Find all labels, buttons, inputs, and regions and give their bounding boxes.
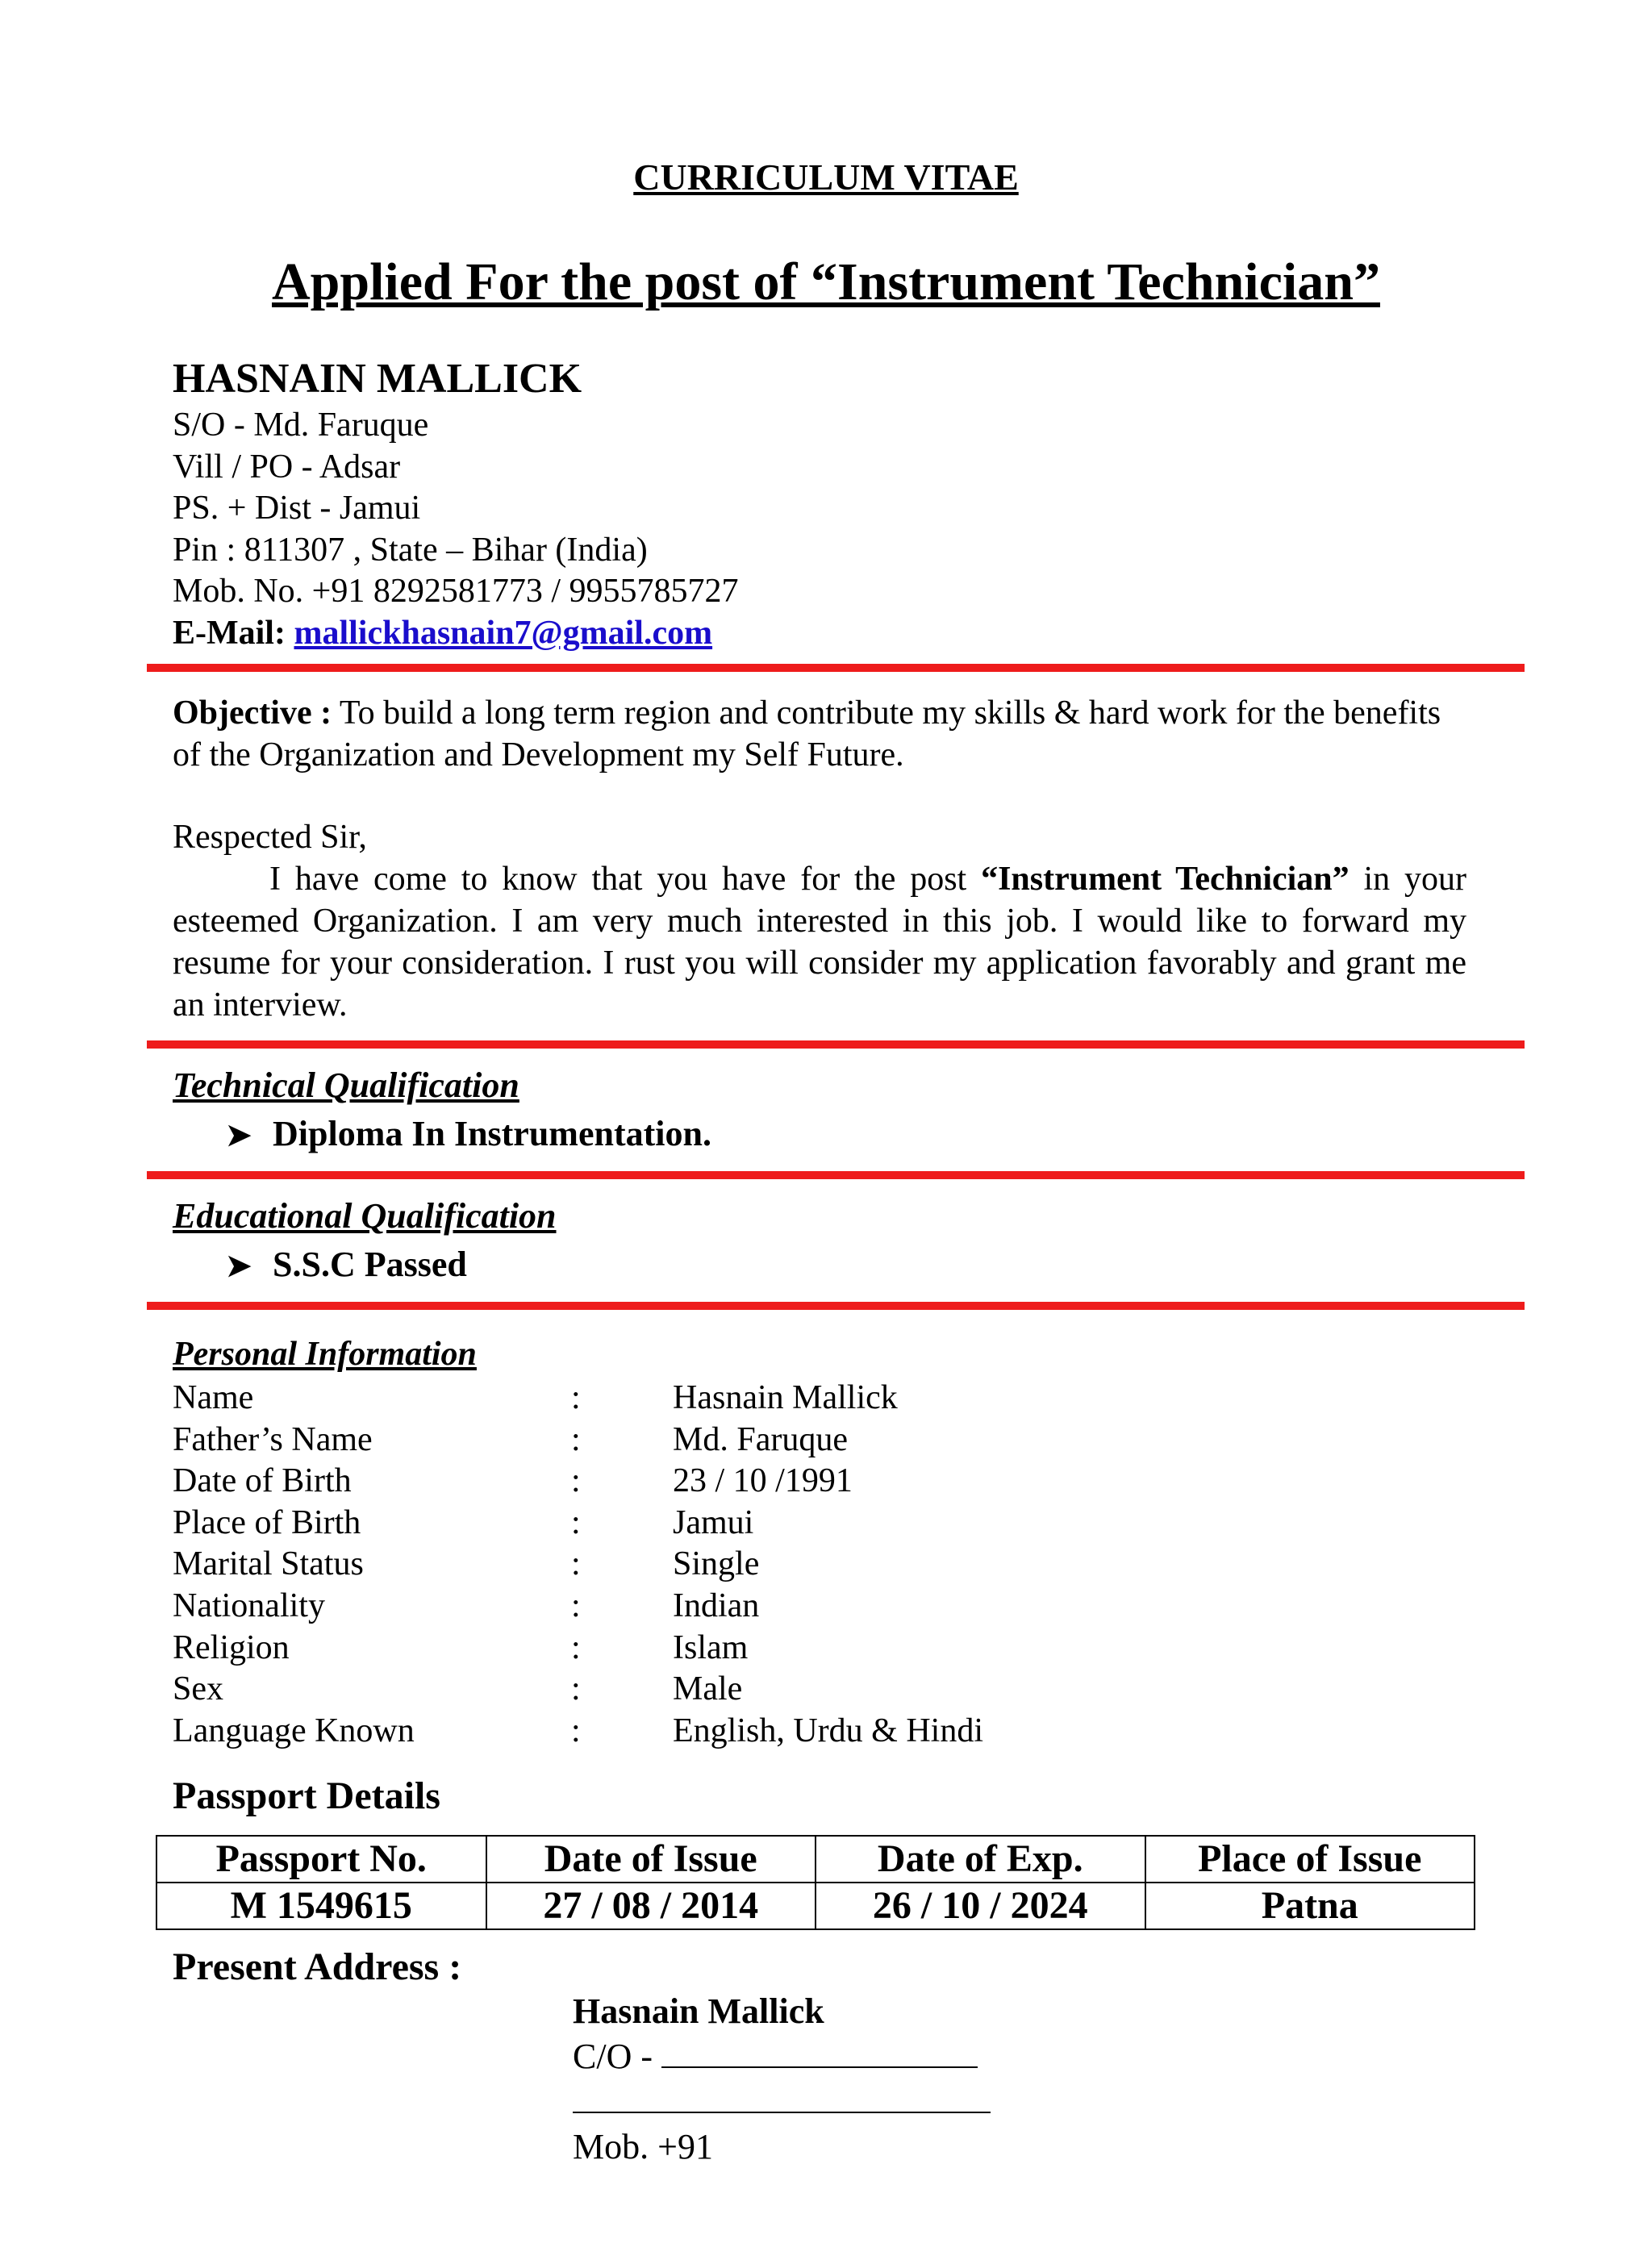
passport-value-cell: 26 / 10 / 2024: [816, 1883, 1145, 1929]
co-label: C/O -: [573, 2037, 653, 2076]
objective-paragraph: [173, 692, 1466, 776]
info-label: Religion: [173, 1628, 290, 1666]
email-link[interactable]: mallickhasnain7@gmail.com: [294, 614, 713, 652]
info-value: Indian: [673, 1587, 760, 1624]
info-label: Place of Birth: [173, 1503, 361, 1541]
present-address-mobile: Mob. +91: [573, 2127, 713, 2166]
objective-label: Objective :: [173, 694, 332, 732]
section-divider: [147, 1302, 1525, 1310]
passport-value-cell: 27 / 08 / 2014: [486, 1883, 816, 1929]
info-label: Sex: [173, 1670, 223, 1708]
info-value: 23 / 10 /1991: [673, 1462, 853, 1500]
info-value: English, Urdu & Hindi: [673, 1712, 983, 1749]
info-label: Father’s Name: [173, 1420, 373, 1458]
arrow-bullet-icon: ➤: [226, 1249, 252, 1283]
passport-header-cell: Date of Exp.: [816, 1836, 1145, 1883]
educational-qualification-heading: Educational Qualification: [173, 1196, 557, 1236]
section-divider: [147, 664, 1525, 672]
applicant-address: [173, 405, 739, 654]
info-label: Language Known: [173, 1712, 415, 1749]
letter-text-after: in your esteemed Organization. I am very much interested in this job. I would like to forward my resume for your consideration. I rust you will consider my application favorably and grant me an interview.: [173, 861, 1466, 1024]
passport-header-cell: Date of Issue: [486, 1836, 816, 1883]
passport-details-heading: Passport Details: [173, 1774, 440, 1817]
present-address-heading: Present Address :: [173, 1945, 462, 1988]
info-label: Name: [173, 1379, 254, 1416]
educational-qualification-text: S.S.C Passed: [273, 1245, 467, 1284]
co-blank-line: [661, 2034, 978, 2068]
email-label: E-Mail:: [173, 614, 286, 652]
technical-qualification-text: Diploma In Instrumentation.: [273, 1114, 711, 1153]
info-separator: :: [571, 1379, 581, 1416]
info-separator: :: [571, 1587, 581, 1624]
passport-table: [156, 1835, 1475, 1930]
passport-value-cell: M 1549615: [156, 1883, 486, 1929]
info-label: Marital Status: [173, 1545, 364, 1583]
passport-header-cell: Place of Issue: [1145, 1836, 1475, 1883]
info-value: Islam: [673, 1628, 749, 1666]
section-divider: [147, 1040, 1525, 1049]
letter-salutation: Respected Sir,: [173, 819, 367, 856]
info-separator: :: [571, 1628, 581, 1666]
info-label: Nationality: [173, 1587, 325, 1624]
present-address-name: Hasnain Mallick: [573, 1991, 824, 2031]
info-value: Hasnain Mallick: [673, 1379, 898, 1416]
info-value: Single: [673, 1545, 760, 1583]
address-line-village: Vill / PO - Adsar: [173, 448, 401, 486]
present-address-block: [573, 1989, 991, 2170]
arrow-bullet-icon: ➤: [226, 1119, 252, 1153]
info-separator: :: [571, 1503, 581, 1541]
personal-information-heading: Personal Information: [173, 1336, 477, 1373]
educational-qualification-item: [226, 1242, 467, 1289]
info-value: Jamui: [673, 1503, 754, 1541]
letter-post-bold: “Instrument Technician”: [981, 861, 1350, 898]
address-line-parent: S/O - Md. Faruque: [173, 407, 429, 444]
technical-qualification-item: [226, 1111, 711, 1158]
info-value: Md. Faruque: [673, 1420, 848, 1458]
passport-header-cell: Passport No.: [156, 1836, 486, 1883]
document-title: CURRICULUM VITAE: [633, 156, 1019, 198]
info-separator: :: [571, 1462, 581, 1500]
address-blank-line: [573, 2079, 991, 2113]
technical-qualification-heading: Technical Qualification: [173, 1065, 519, 1105]
address-line-mobile: Mob. No. +91 8292581773 / 9955785727: [173, 573, 739, 610]
address-line-pin-state: Pin : 811307 , State – Bihar (India): [173, 531, 648, 569]
post-title: Applied For the post of “Instrument Technician”: [272, 252, 1380, 311]
objective-text: To build a long term region and contribute my skills & hard work for the benefits of the Organization and Development my Self Future.: [173, 694, 1441, 773]
info-separator: :: [571, 1420, 581, 1458]
passport-value-row: [156, 1883, 1475, 1929]
info-separator: :: [571, 1712, 581, 1749]
present-address-blank-line-row: [573, 2079, 991, 2124]
letter-body: [173, 858, 1466, 1026]
info-value: Male: [673, 1670, 743, 1708]
passport-value-cell: Patna: [1145, 1883, 1475, 1929]
info-label: Date of Birth: [173, 1462, 352, 1500]
present-address-co-line: [573, 2034, 991, 2079]
section-divider: [147, 1171, 1525, 1179]
letter-text-before: I have come to know that you have for the post: [269, 861, 967, 898]
info-separator: :: [571, 1545, 581, 1583]
info-separator: :: [571, 1670, 581, 1708]
email-line: [173, 613, 739, 655]
passport-header-row: [156, 1836, 1475, 1883]
address-line-district: PS. + Dist - Jamui: [173, 490, 421, 527]
applicant-name: HASNAIN MALLICK: [173, 356, 582, 402]
